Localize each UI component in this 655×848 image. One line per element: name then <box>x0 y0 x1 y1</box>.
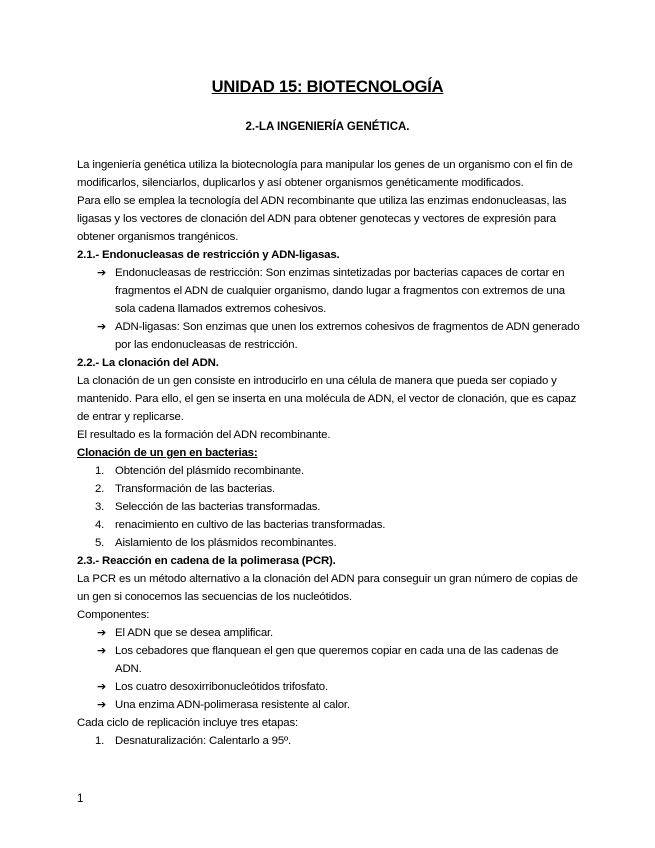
arrow-list <box>77 264 582 354</box>
list-item: 1. Obtención del plásmido recombinante. <box>95 465 304 477</box>
section-heading: 2.2.- La clonación del ADN. <box>77 357 219 369</box>
page-title: UNIDAD 15: BIOTECNOLOGÍA <box>211 78 444 96</box>
list-item: 1. Desnaturalización: Calentarlo a 95º. <box>95 735 292 747</box>
list-item: ➔ El ADN que se desea amplificar. <box>115 624 582 642</box>
cycle-label: Cada ciclo de replicación incluye tres etapas: <box>77 717 299 729</box>
arrow-bullet-icon: ➔ <box>97 645 107 657</box>
arrow-bullet-icon: ➔ <box>97 321 107 333</box>
numbered-list <box>77 732 582 750</box>
paragraph: La PCR es un método alternativo a la clonación del ADN para conseguir un gran número de copias de un gen si conocemos las secuencias de los nucleótidos. <box>77 573 578 603</box>
list-item: ➔ Endonucleasas de restricción: Son enzimas sintetizadas por bacterias capaces de cortar en fragmentos el ADN de cualquier organismo, dando lugar a fragmentos con extremos de una sola cadena llamados extremos cohesivos. <box>115 264 582 318</box>
document-body <box>77 156 582 750</box>
list-item: 4. renacimiento en cultivo de las bacterias transformadas. <box>95 519 386 531</box>
numbered-list <box>77 462 582 552</box>
subsection-heading: Clonación de un gen en bacterias: <box>77 447 258 459</box>
intro-paragraph: Para ello se emplea la tecnología del ADN recombinante que utiliza las enzimas endonucleasas, las ligasas y los vectores de clonación del ADN para obtener genotecas y vectores de expresión para obtener organismos trangénicos. <box>77 195 567 243</box>
arrow-bullet-icon: ➔ <box>97 267 107 279</box>
list-item: 2. Transformación de las bacterias. <box>95 483 276 495</box>
paragraph: El resultado es la formación del ADN recombinante. <box>77 429 331 441</box>
list-item: ➔ Los cebadores que flanquean el gen que queremos copiar en cada una de las cadenas de ADN. <box>115 642 582 678</box>
section-heading: 2.1.- Endonucleasas de restricción y ADN-ligasas. <box>77 249 340 261</box>
list-item: 3. Selección de las bacterias transformadas. <box>95 501 321 513</box>
arrow-bullet-icon: ➔ <box>97 681 107 693</box>
arrow-bullet-icon: ➔ <box>97 699 107 711</box>
paragraph: La clonación de un gen consiste en introducirlo en una célula de manera que pueda ser copiado y mantenido. Para ello, el gen se inserta en una molécula de ADN, el vector de clonación, que es capaz de entrar y replicarse. <box>77 375 577 423</box>
section-subtitle: 2.-LA INGENIERÍA GENÉTICA. <box>245 121 410 133</box>
section-heading: 2.3.- Reacción en cadena de la polimerasa (PCR). <box>77 555 336 567</box>
list-item: ➔ Una enzima ADN-polimerasa resistente al calor. <box>115 696 582 714</box>
page-number: 1 <box>77 793 84 805</box>
list-item: ➔ ADN-ligasas: Son enzimas que unen los extremos cohesivos de fragmentos de ADN generado por las endonucleasas de restricción. <box>115 318 582 354</box>
arrow-bullet-icon: ➔ <box>97 627 107 639</box>
list-item: ➔ Los cuatro desoxirribonucleótidos trifosfato. <box>115 678 582 696</box>
intro-paragraph: La ingeniería genética utiliza la biotecnología para manipular los genes de un organismo con el fin de modificarlos, silenciarlos, duplicarlos y así obtener organismos genéticamente modificados. <box>77 159 573 189</box>
components-label: Componentes: <box>77 609 150 621</box>
list-item: 5. Aislamiento de los plásmidos recombinantes. <box>95 537 337 549</box>
arrow-list <box>77 624 582 714</box>
